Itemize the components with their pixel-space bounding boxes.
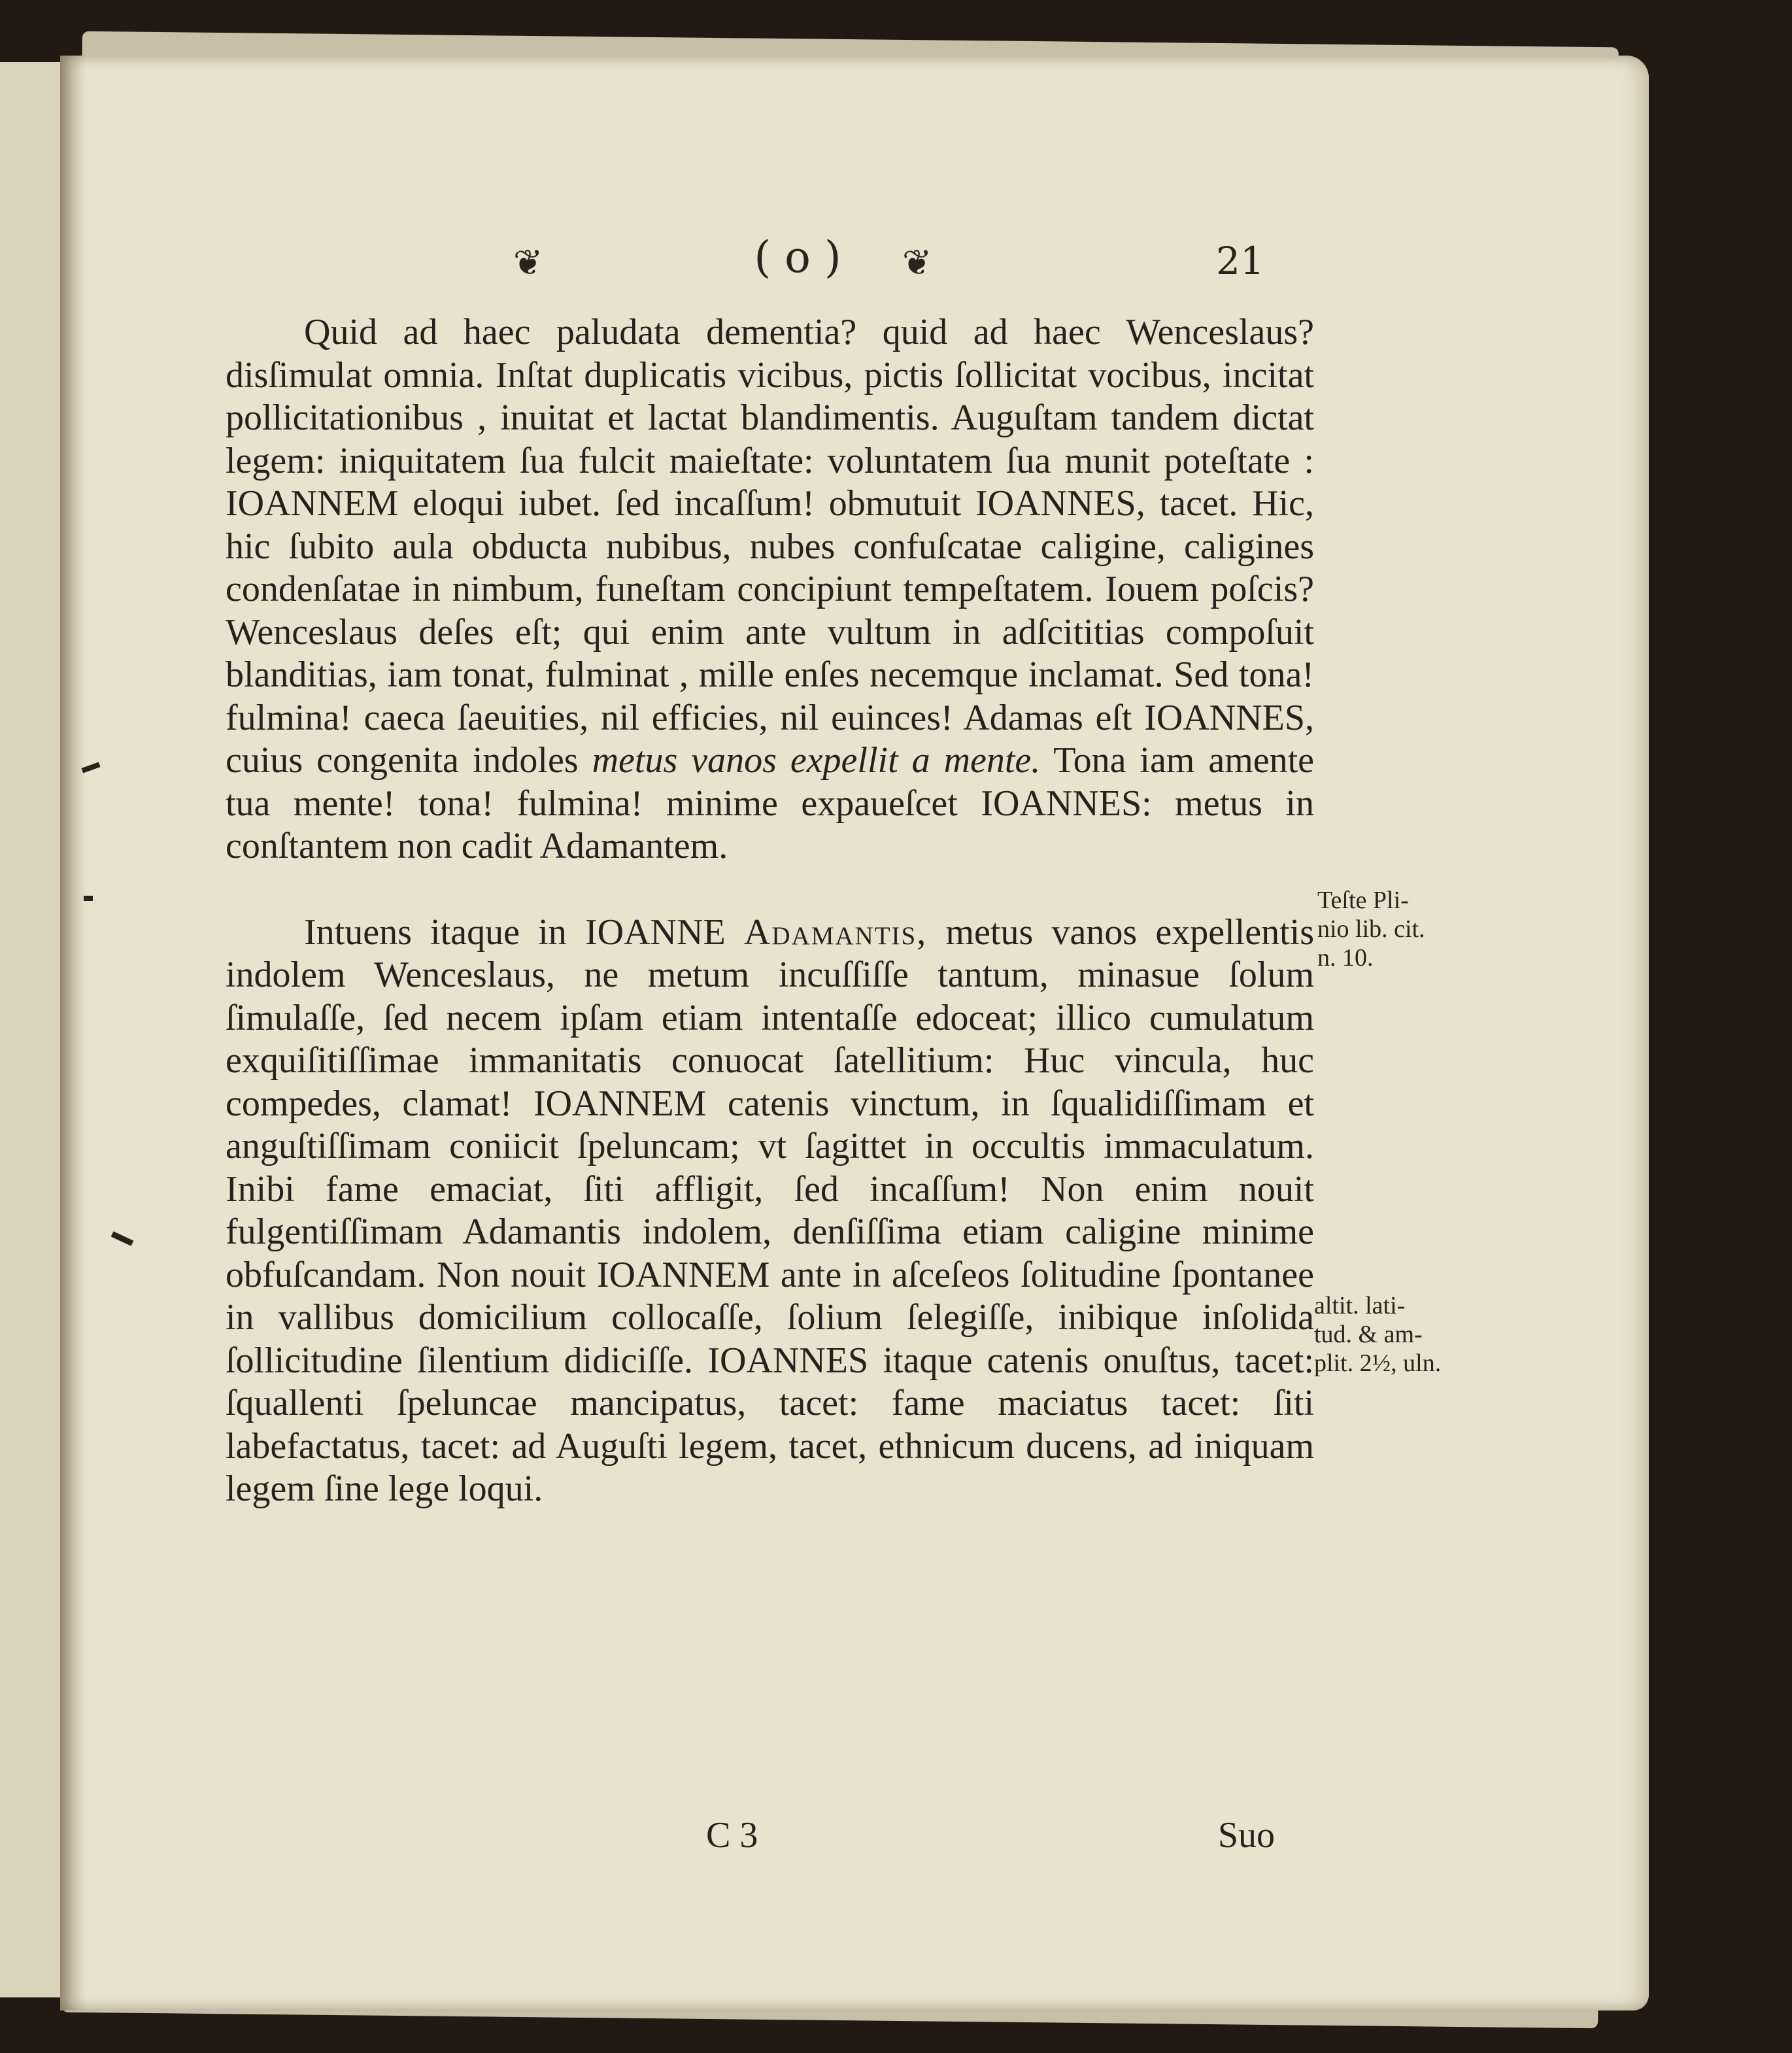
marginal-note-line: tud. & am- (1314, 1321, 1423, 1348)
marginal-note-line: altit. lati- (1314, 1292, 1406, 1319)
paragraph-2-smallcaps: Adamantis, (743, 911, 928, 953)
page-number: 21 (1216, 239, 1264, 283)
paragraph-2-text: Intuens itaque in IOANNE (304, 911, 726, 953)
paragraph-1 (226, 311, 1314, 868)
running-header (497, 232, 1308, 297)
marginal-note-line: n. 10. (1317, 944, 1374, 972)
left-ornament-icon: ❦ (513, 242, 541, 283)
paragraph-1-italic-quote: metus vanos expellit a mente. (592, 740, 1041, 781)
paragraph-2-text-after: metus vanos expellentis indolem Wenceslaus, ne metum incuſſiſſe tantum, minasue ſolum ſimulaſſe, ſed necem ipſam etiam intentaſſe edoceat; illico cumulatum exquiſitiſſimae immanitatis conuocat ſatellitium: Huc vincula, huc compedes, clamat! IOANNEM catenis vinctum, in ſqualidiſſimam et anguſtiſſimam coniicit ſpeluncam; vt ſagittet in occultis immaculatum. Inibi fame emaciat, ſiti affligit, ſed incaſſum! Non enim nouit fulgentiſſimam Adamantis indolem, denſiſſima etiam caligine minime obfuſcandam. Non nouit IOANNEM ante in aſceſeos ſolitudine ſpontanee in vallibus domicilium collocaſſe, ſolium ſelegiſſe, inibique inſolida ſollicitudine ſilentium didiciſſe. IOANNES itaque catenis onuſtus, tacet: ſquallenti ſpeluncae mancipatus, tacet: fame maciatus tacet: ſiti labefactatus, tacet: ad Auguſti legem, tacet, ethnicum ducens, ad iniquam legem ſine lege loqui. (226, 911, 1314, 1509)
paragraph-1-text-after: Tona iam amente tua mente! tona! fulmina! minime expaueſcet IOANNES: metus in conſtantem non cadit Adamantem. (226, 740, 1315, 866)
page-footer (706, 1814, 1308, 1867)
catchword: Suo (1217, 1815, 1275, 1856)
paragraph-2 (226, 911, 1314, 1511)
paragraph-1-text: Quid ad haec paludata dementia? quid ad haec Wenceslaus? disſimulat omnia. Inſtat duplicatis vicibus, pictis ſollicitat vocibus, incitat pollicitationibus , inuitat et lactat blandimentis. Auguſtam tandem dictat legem: iniquitatem ſua fulcit maieſtate: voluntatem ſua munit poteſtate : IOANNEM eloqui iubet. ſed incaſſum! obmutuit IOANNES, tacet. Hic, hic ſubito aula obducta nubibus, nubes confuſcatae caligine, caligines condenſatae in nimbum, funeſtam concipiunt tempeſtatem. Iouem poſcis? Wenceslaus deſes eſt; qui enim ante vultum in adſcititias compoſuit blanditias, iam tonat, fulminat , mille enſes necemque inclamat. Sed tona! fulmina! caeca ſaeuities, nil efficies, nil euinces! Adamas eſt IOANNES, cuius congenita indoles (226, 312, 1314, 781)
facing-page-edge (0, 62, 64, 1997)
gathering-signature: C 3 (706, 1815, 758, 1856)
marginal-note-line: Teſte Pli- (1317, 887, 1409, 914)
header-signature-mark: ( o ) (754, 232, 841, 282)
main-text (226, 311, 1314, 1511)
right-ornament-icon: ❦ (902, 242, 930, 283)
ink-speck (84, 896, 93, 901)
marginal-note-line: plit. 2½, uln. (1314, 1349, 1442, 1377)
marginal-note-pliny (1317, 886, 1494, 972)
marginal-note-dimensions (1314, 1291, 1491, 1378)
marginal-note-line: nio lib. cit. (1317, 915, 1425, 943)
gutter-shadow (60, 56, 86, 2011)
